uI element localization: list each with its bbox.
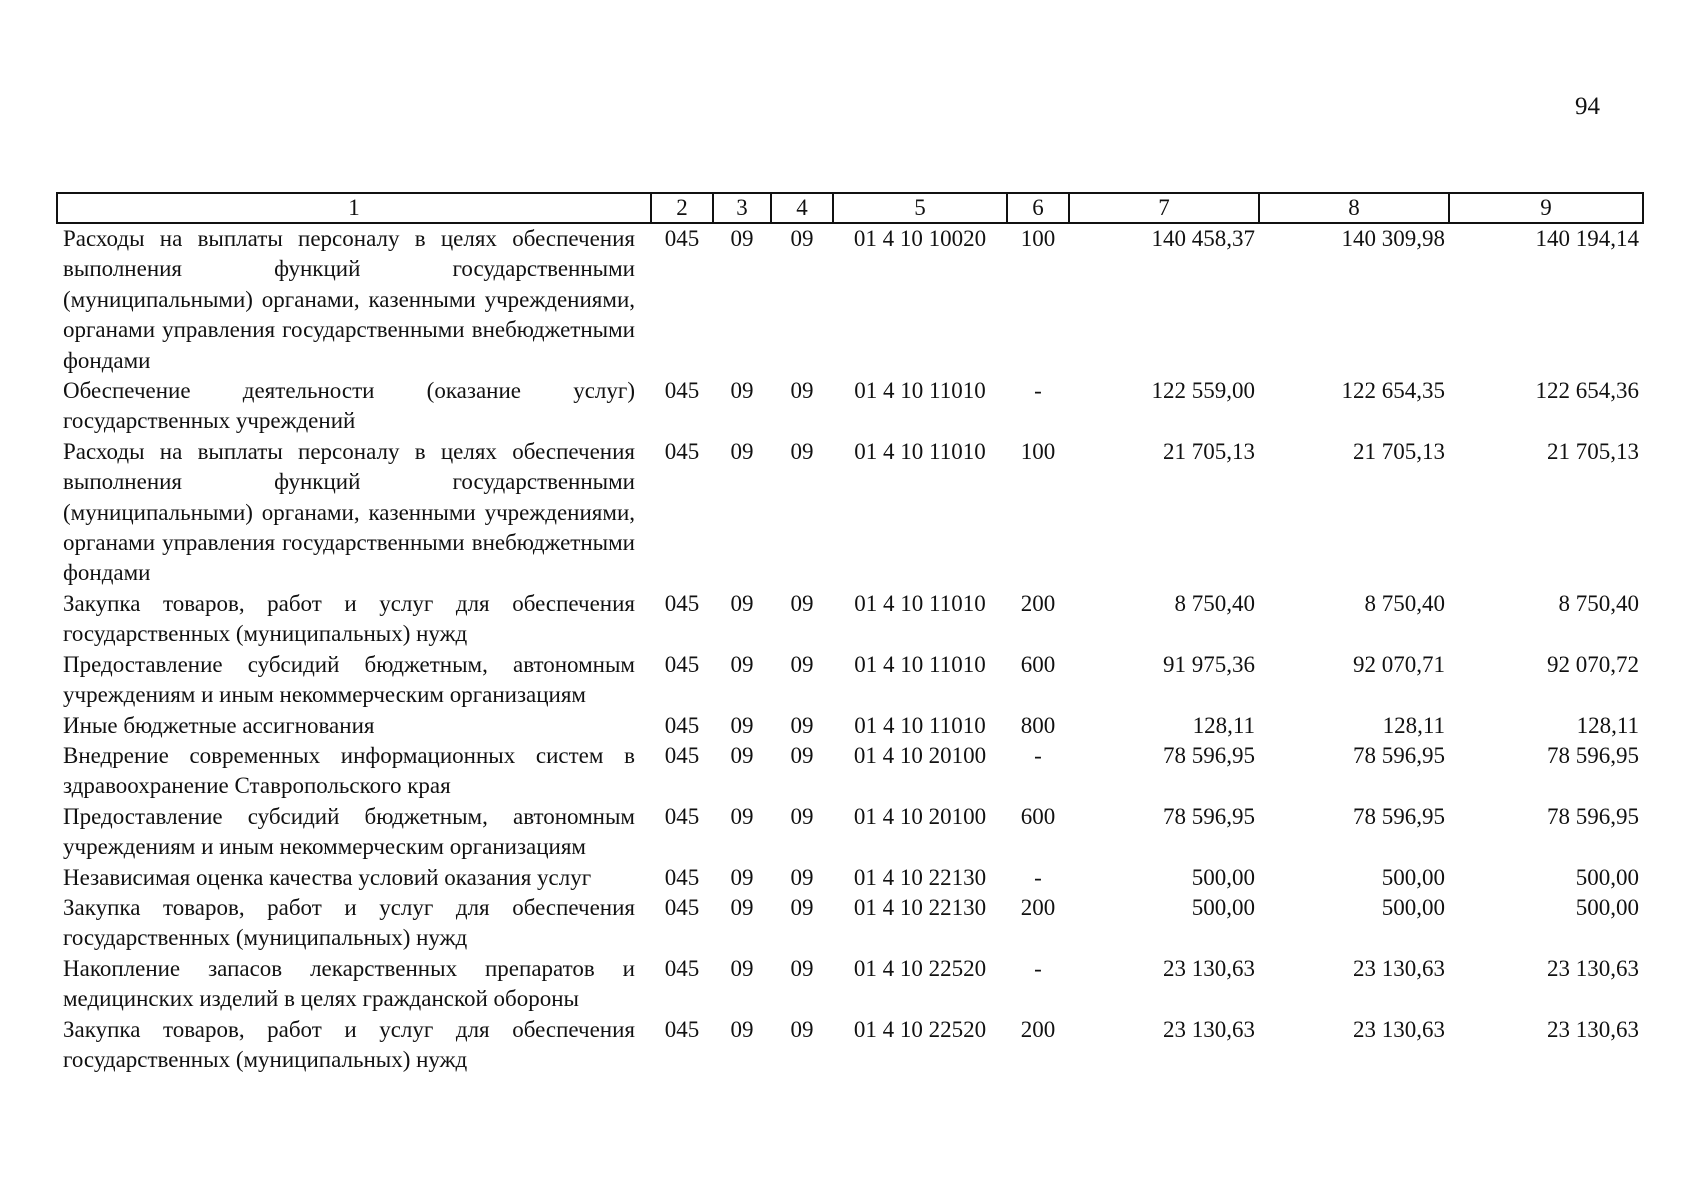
amount-col-9: 78 596,95 <box>1547 803 1639 829</box>
amount-col-9: 21 705,13 <box>1547 438 1639 464</box>
table-row <box>57 650 1643 711</box>
grbs-code: 045 <box>664 226 700 251</box>
expense-name: Иные бюджетные ассигнования <box>63 712 375 738</box>
table-row <box>57 893 1643 954</box>
target-article-code: 01 4 10 11010 <box>854 438 986 464</box>
amount-col-9: 23 130,63 <box>1547 955 1639 981</box>
column-header-4: 4 <box>771 193 833 223</box>
expense-name: Закупка товаров, работ и услуг для обеспечения государственных (муниципальных) нужд <box>63 590 635 647</box>
subsection-code: 09 <box>790 438 814 464</box>
section-code: 09 <box>730 864 754 890</box>
expense-name: Расходы на выплаты персоналу в целях обеспечения выполнения функций государственными (муниципальными) органами, казенными учреждениями, органами управления государственными внебюджетными фондами <box>63 226 635 373</box>
expense-type-code: 600 <box>1020 651 1056 677</box>
table-row <box>57 863 1643 893</box>
section-code: 09 <box>730 590 754 616</box>
expense-name: Независимая оценка качества условий оказания услуг <box>63 864 592 890</box>
subsection-code: 09 <box>790 894 814 920</box>
subsection-code: 09 <box>790 864 814 890</box>
expense-type-code: 800 <box>1020 712 1056 738</box>
amount-col-8: 128,11 <box>1382 712 1445 738</box>
target-article-code: 01 4 10 22130 <box>853 894 987 920</box>
budget-table <box>56 192 1644 1075</box>
target-article-code: 01 4 10 11010 <box>854 590 986 616</box>
expense-name: Накопление запасов лекарственных препаратов и медицинских изделий в целях гражданской обороны <box>63 955 635 1012</box>
expense-name: Обеспечение деятельности (оказание услуг) государственных учреждений <box>63 378 635 434</box>
amount-col-8: 122 654,35 <box>1341 378 1445 404</box>
section-code: 09 <box>730 378 754 404</box>
grbs-code: 045 <box>664 1016 700 1042</box>
amount-col-7: 140 458,37 <box>1151 226 1255 251</box>
amount-col-8: 140 309,98 <box>1341 226 1445 251</box>
amount-col-7: 122 559,00 <box>1151 378 1255 404</box>
subsection-code: 09 <box>790 590 814 616</box>
amount-col-9: 500,00 <box>1575 894 1639 920</box>
section-code: 09 <box>730 894 754 920</box>
amount-col-8: 23 130,63 <box>1353 1016 1445 1042</box>
column-header-9: 9 <box>1449 193 1643 223</box>
column-header-6: 6 <box>1007 193 1069 223</box>
column-header-1: 1 <box>57 193 651 223</box>
expense-name: Предоставление субсидий бюджетным, автономным учреждениям и иным некоммерческим организациям <box>63 803 635 860</box>
section-code: 09 <box>730 742 754 768</box>
grbs-code: 045 <box>664 438 700 464</box>
subsection-code: 09 <box>790 742 814 768</box>
grbs-code: 045 <box>664 955 700 981</box>
amount-col-9: 140 194,14 <box>1535 226 1639 251</box>
table-row <box>57 802 1643 863</box>
amount-col-8: 21 705,13 <box>1353 438 1445 464</box>
amount-col-9: 122 654,36 <box>1535 378 1639 404</box>
grbs-code: 045 <box>664 378 700 404</box>
section-code: 09 <box>730 438 754 464</box>
subsection-code: 09 <box>790 226 814 251</box>
table-row <box>57 1015 1643 1076</box>
target-article-code: 01 4 10 20100 <box>853 803 987 829</box>
expense-type-code: 200 <box>1020 1016 1056 1042</box>
table-row <box>57 376 1643 437</box>
expense-name: Расходы на выплаты персоналу в целях обеспечения выполнения функций государственными (муниципальными) органами, казенными учреждениями, органами управления государственными внебюджетными фондами <box>63 438 635 586</box>
amount-col-9: 128,11 <box>1576 712 1639 738</box>
amount-col-9: 23 130,63 <box>1547 1016 1639 1042</box>
grbs-code: 045 <box>664 894 700 920</box>
table-row <box>57 589 1643 650</box>
page-number: 94 <box>1575 93 1600 120</box>
target-article-code: 01 4 10 11010 <box>854 651 986 677</box>
section-code: 09 <box>730 1016 754 1042</box>
table-body <box>57 223 1643 1075</box>
amount-col-7: 78 596,95 <box>1163 742 1255 768</box>
grbs-code: 045 <box>664 590 700 616</box>
expense-name: Предоставление субсидий бюджетным, автономным учреждениям и иным некоммерческим организациям <box>63 651 635 708</box>
grbs-code: 045 <box>664 742 700 768</box>
amount-col-7: 23 130,63 <box>1163 1016 1255 1042</box>
expense-name: Закупка товаров, работ и услуг для обеспечения государственных (муниципальных) нужд <box>63 1016 635 1072</box>
subsection-code: 09 <box>790 955 814 981</box>
expense-type-code: 200 <box>1020 590 1056 616</box>
expense-name: Внедрение современных информационных систем в здравоохранение Ставропольского края <box>63 742 635 799</box>
amount-col-8: 8 750,40 <box>1364 590 1445 616</box>
expense-type-code: - <box>1034 864 1042 890</box>
expense-type-code: 200 <box>1020 894 1056 920</box>
table-row <box>57 741 1643 802</box>
target-article-code: 01 4 10 11010 <box>854 378 986 404</box>
target-article-code: 01 4 10 11010 <box>854 712 986 738</box>
subsection-code: 09 <box>790 378 814 404</box>
amount-col-7: 78 596,95 <box>1163 803 1255 829</box>
subsection-code: 09 <box>790 712 814 738</box>
amount-col-7: 23 130,63 <box>1163 955 1255 981</box>
amount-col-9: 92 070,72 <box>1547 651 1639 677</box>
amount-col-8: 78 596,95 <box>1353 742 1445 768</box>
amount-col-9: 500,00 <box>1575 864 1639 890</box>
amount-col-8: 500,00 <box>1381 864 1445 890</box>
table-row <box>57 437 1643 589</box>
table-row <box>57 954 1643 1015</box>
section-code: 09 <box>730 226 754 251</box>
amount-col-8: 92 070,71 <box>1353 651 1445 677</box>
grbs-code: 045 <box>664 864 700 890</box>
amount-col-8: 500,00 <box>1381 894 1445 920</box>
amount-col-9: 8 750,40 <box>1558 590 1639 616</box>
grbs-code: 045 <box>664 712 700 738</box>
table-row <box>57 711 1643 741</box>
amount-col-7: 500,00 <box>1191 894 1255 920</box>
subsection-code: 09 <box>790 1016 814 1042</box>
amount-col-7: 500,00 <box>1191 864 1255 890</box>
grbs-code: 045 <box>664 803 700 829</box>
expense-type-code: 600 <box>1020 803 1056 829</box>
grbs-code: 045 <box>664 651 700 677</box>
expense-type-code: - <box>1034 742 1042 768</box>
section-code: 09 <box>730 651 754 677</box>
amount-col-8: 78 596,95 <box>1353 803 1445 829</box>
expense-type-code: 100 <box>1020 438 1056 464</box>
expense-type-code: 100 <box>1020 226 1056 251</box>
table-row <box>57 223 1643 376</box>
subsection-code: 09 <box>790 651 814 677</box>
amount-col-7: 21 705,13 <box>1163 438 1255 464</box>
column-header-7: 7 <box>1069 193 1259 223</box>
section-code: 09 <box>730 803 754 829</box>
table-header <box>57 193 1643 223</box>
column-header-2: 2 <box>651 193 713 223</box>
expense-type-code: - <box>1034 955 1042 981</box>
target-article-code: 01 4 10 20100 <box>853 742 987 768</box>
column-header-3: 3 <box>713 193 771 223</box>
amount-col-7: 8 750,40 <box>1174 590 1255 616</box>
subsection-code: 09 <box>790 803 814 829</box>
target-article-code: 01 4 10 22520 <box>853 1016 987 1042</box>
expense-type-code: - <box>1034 378 1042 404</box>
section-code: 09 <box>730 712 754 738</box>
target-article-code: 01 4 10 22130 <box>853 864 987 890</box>
amount-col-9: 78 596,95 <box>1547 742 1639 768</box>
section-code: 09 <box>730 955 754 981</box>
amount-col-8: 23 130,63 <box>1353 955 1445 981</box>
column-header-8: 8 <box>1259 193 1449 223</box>
target-article-code: 01 4 10 10020 <box>853 226 987 251</box>
amount-col-7: 128,11 <box>1192 712 1255 738</box>
amount-col-7: 91 975,36 <box>1163 651 1255 677</box>
header-row <box>57 193 1643 223</box>
target-article-code: 01 4 10 22520 <box>853 955 987 981</box>
expense-name: Закупка товаров, работ и услуг для обеспечения государственных (муниципальных) нужд <box>63 894 635 951</box>
column-header-5: 5 <box>833 193 1007 223</box>
